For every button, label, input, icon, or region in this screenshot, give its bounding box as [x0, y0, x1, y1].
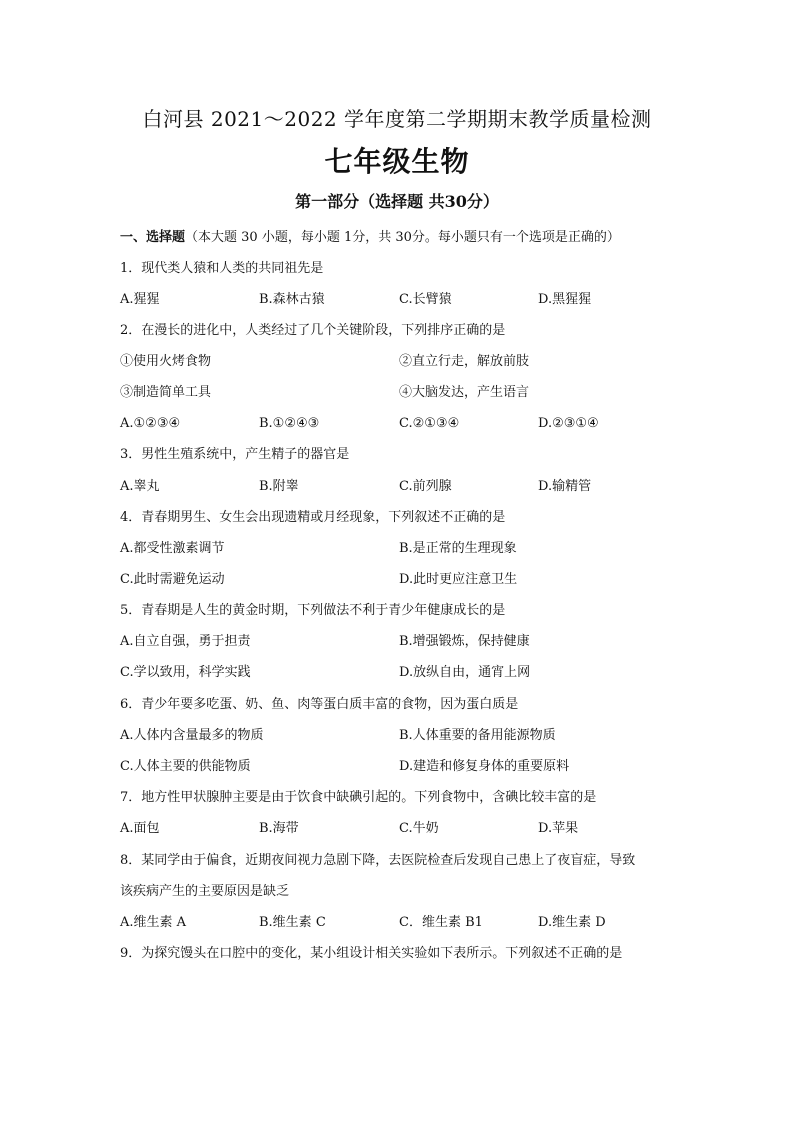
option-c: C.长臂猿: [399, 292, 452, 307]
option-a: A.猩猩: [120, 292, 160, 307]
option-d: D.黑猩猩: [538, 292, 592, 307]
option-c: C.此时需避免运动: [120, 572, 225, 587]
part-heading: 第一部分（选择题 共30分）: [295, 192, 499, 211]
option-a: A.面包: [120, 821, 160, 836]
section-note: （本大题 30 小题，每小题 1分，共 30分。每小题只有一个选项是正确的）: [185, 230, 620, 245]
option-a: A.自立自强，勇于担责: [120, 634, 251, 649]
list-item: ①使用火烤食物: [120, 354, 212, 369]
option-c: C.人体主要的供能物质: [120, 759, 251, 774]
option-b: B.增强锻炼，保持健康: [399, 634, 530, 649]
option-d: D.苹果: [538, 821, 579, 836]
question-stem: 3．男性生殖系统中，产生精子的器官是: [120, 447, 350, 462]
question-stem: 7．地方性甲状腺肿主要是由于饮食中缺碘引起的。下列食物中，含碘比较丰富的是: [120, 790, 597, 805]
option-b: B.维生素 C: [259, 915, 326, 930]
option-d: D.建造和修复身体的重要原料: [399, 759, 570, 774]
option-b: B.森林古猿: [259, 292, 325, 307]
option-d: D.此时更应注意卫生: [399, 572, 518, 587]
option-c: C．维生素 B1: [399, 915, 483, 930]
option-d: D.输精管: [538, 479, 592, 494]
question-stem: 4．青春期男生、女生会出现遗精或月经现象，下列叙述不正确的是: [120, 510, 506, 525]
question-stem: 8．某同学由于偏食，近期夜间视力急剧下降，去医院检查后发现自己患上了夜盲症，导致: [120, 853, 636, 868]
option-b: B.①②④③: [259, 416, 320, 431]
option-a: A.睾丸: [120, 479, 160, 494]
option-d: D.放纵自由，通宵上网: [399, 665, 531, 680]
option-c: C.②①③④: [399, 416, 460, 431]
exam-title: 七年级生物: [324, 145, 470, 178]
option-c: C.牛奶: [399, 821, 439, 836]
option-d: D.维生素 D: [538, 915, 606, 930]
option-b: B.附睾: [259, 479, 299, 494]
option-b: B.人体重要的备用能源物质: [399, 728, 556, 743]
question-stem-continued: 该疾病产生的主要原因是缺乏: [120, 884, 290, 899]
option-a: A.人体内含量最多的物质: [120, 728, 264, 743]
section-label: 一、选择题: [120, 230, 186, 245]
section-heading: [120, 229, 620, 247]
option-a: A.都受性激素调节: [120, 541, 225, 556]
question-stem: 1．现代类人猿和人类的共同祖先是: [120, 261, 324, 276]
question-stem: 2．在漫长的进化中，人类经过了几个关键阶段，下列排序正确的是: [120, 323, 506, 338]
option-a: A.①②③④: [120, 416, 181, 431]
option-d: D.②③①④: [538, 416, 599, 431]
option-a: A.维生素 A: [120, 915, 187, 930]
option-c: C.前列腺: [399, 479, 452, 494]
option-c: C.学以致用，科学实践: [120, 665, 251, 680]
exam-header-line: 白河县 2021～2022 学年度第二学期期末教学质量检测: [142, 107, 652, 131]
list-item: ②直立行走，解放前肢: [399, 354, 530, 369]
list-item: ③制造简单工具: [120, 385, 212, 400]
list-item: ④大脑发达，产生语言: [399, 385, 530, 400]
option-b: B.海带: [259, 821, 299, 836]
option-b: B.是正常的生理现象: [399, 541, 517, 556]
question-stem: 5．青春期是人生的黄金时期，下列做法不利于青少年健康成长的是: [120, 603, 506, 618]
question-stem: 9．为探究馒头在口腔中的变化，某小组设计相关实验如下表所示。下列叙述不正确的是: [120, 946, 623, 961]
question-stem: 6．青少年要多吃蛋、奶、鱼、肉等蛋白质丰富的食物，因为蛋白质是: [120, 697, 519, 712]
